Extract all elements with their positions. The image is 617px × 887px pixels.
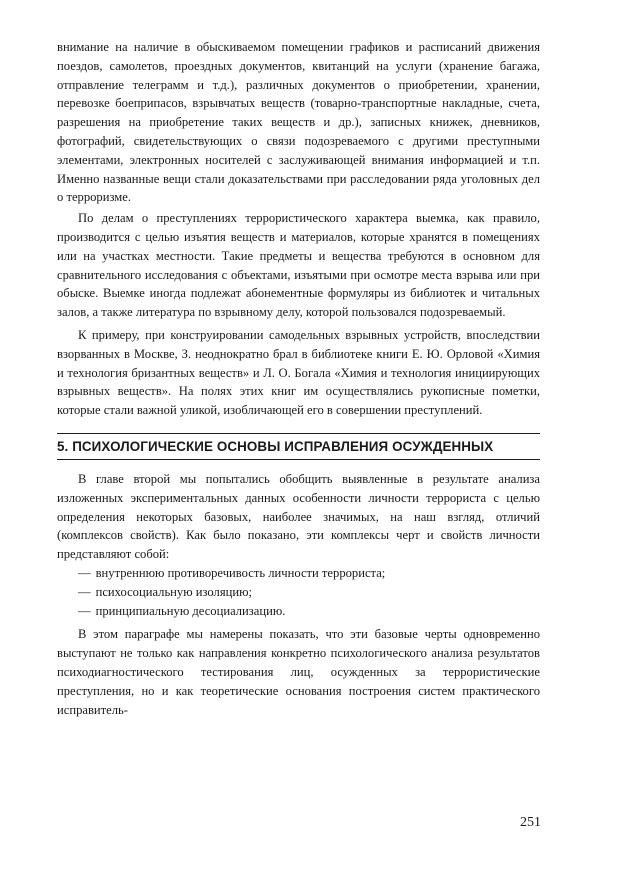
section-rule-bottom xyxy=(57,459,540,460)
paragraph-search-documents: внимание на наличие в обыскиваемом помещении графиков и расписаний движения поездов, самолетов, проездных документов, квитанций на услуги (хранение багажа, отправление телеграмм и т.д.), различных документов о приобретении, хранении, перевозке боеприпасов, взрывчатых веществ (товарно-транспортные накладные, счета, разрешения на приобретение таких веществ и др.), записных книжек, дневников, фотографий, свидетельствующих о связи подозреваемого с другими преступными элементами, электронных носителей с заслуживающей внимания информацией и т.п. Именно названные вещи стали доказательствами при расследовании ряда уголовных дел о терроризме. xyxy=(57,40,540,205)
section-rule-top xyxy=(57,433,540,434)
list-item-text: внутреннюю противоречивость личности террориста; xyxy=(95,565,386,580)
list-dash: — xyxy=(78,584,91,599)
list-dash: — xyxy=(78,565,91,580)
paragraph-section-intro: В главе второй мы попытались обобщить выявленные в результате анализа изложенных экспериментальных данных особенности личности террориста с целью определения некоторых базовых, наиболее значимых, на наш взгляд, отличий (комплексов свойств). Как было показано, эти комплексы черт и свойств личности представляют собой: xyxy=(57,471,540,562)
list-dash: — xyxy=(78,603,91,618)
paragraph-closing: В этом параграфе мы намерены показать, что эти базовые черты одновременно выступают не только как направления конкретно психологического анализа результатов психодиагностического тестирования лиц, осужденных за террористические преступления, но и как теоретические основания построения систем практического исправитель- xyxy=(57,627,540,717)
traits-list xyxy=(57,564,540,620)
page-number: 251 xyxy=(520,815,541,830)
list-item-text: принципиальную десоциализацию. xyxy=(95,603,286,618)
paragraph-example: К примеру, при конструировании самодельных взрывных устройств, впоследствии взорванных в Москве, З. неоднократно брал в библиотеке книги Е. Ю. Орловой «Химия и технология бризантных веществ» и Л. О. Богала «Химия и технология инициирующих взрывных веществ». На полях этих книг им осуществлялись рукописные пометки, которые стали важной уликой, изобличающей его в совершении преступлений. xyxy=(57,327,540,418)
page-body xyxy=(57,38,540,719)
list-item xyxy=(57,564,540,583)
paragraph-seizure: По делам о преступлениях террористического характера выемка, как правило, производится с целью изъятия веществ и материалов, которые хранятся в помещениях или на участках местности. Такие предметы и вещества требуются в основном для сравнительного исследования с объектами, изъятыми при осмотре места взрыва или при обыске. Выемке иногда подлежат абонементные формуляры из библиотек и читальных залов, а также литература по взрывному делу, которой пользовался подозреваемый. xyxy=(57,211,540,320)
list-item xyxy=(57,583,540,602)
list-item xyxy=(57,602,540,621)
section-title: 5. ПСИХОЛОГИЧЕСКИЕ ОСНОВЫ ИСПРАВЛЕНИЯ ОСУЖДЕННЫХ xyxy=(57,438,494,454)
list-item-text: психосоциальную изоляцию; xyxy=(95,584,253,599)
